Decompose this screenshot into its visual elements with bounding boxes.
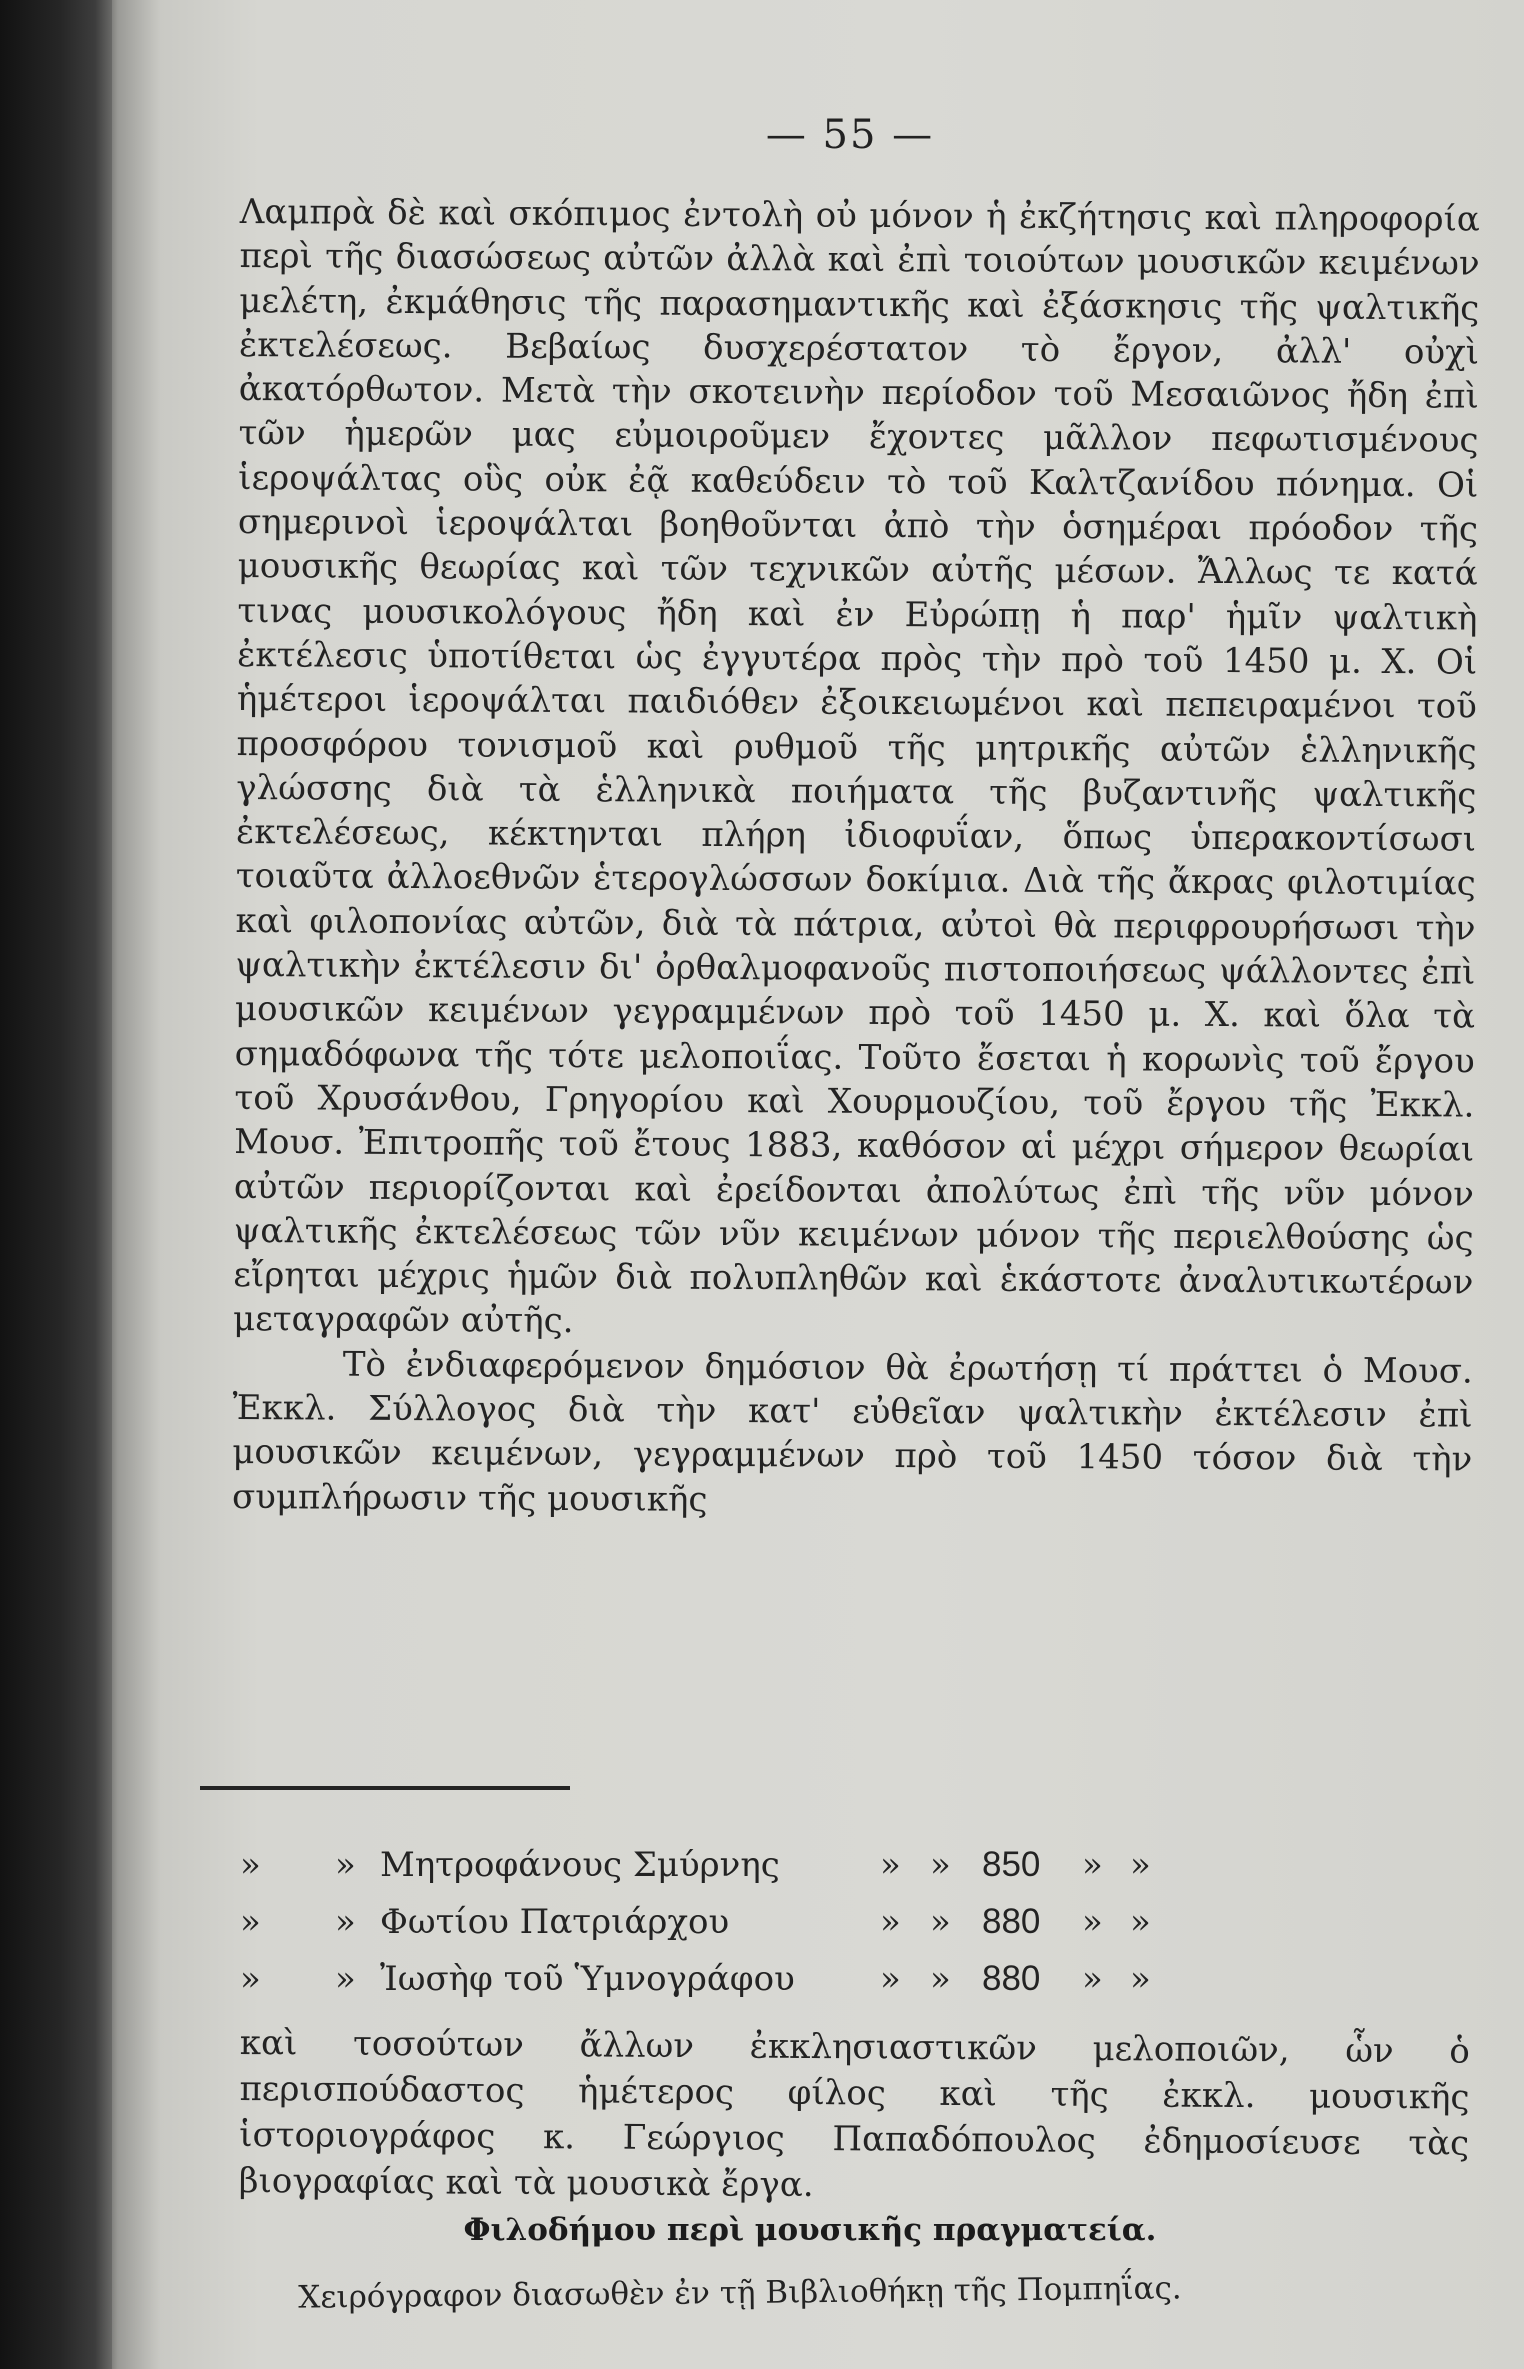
ditto-mark: »: [880, 1902, 901, 1942]
footnote-paragraph: καὶ τοσούτων ἄλλων ἐκκλησιαστικῶν μελοποιῶν, ὧν ὁ περισπούδαστος ἡμέτερος φίλος καὶ τῆς ἐκκλ. μουσικῆς ἱστοριογράφος κ. Γεώργιος Παπαδόπουλος ἐδημοσίευσε τὰς βιογραφίας καὶ τὰ μουσικὰ ἔργα.: [238, 2022, 1470, 2206]
ditto-mark: »: [240, 1845, 261, 1885]
footnote-row: [240, 1902, 1440, 1959]
ditto-mark: »: [1130, 1845, 1151, 1885]
year-value: 880: [982, 1959, 1041, 1998]
section-subheading: Χειρόγραφον διασωθὲν ἐν τῇ Βιβλιοθήκῃ τῆς Πομπηΐας.: [298, 2270, 1182, 2316]
ditto-mark: »: [880, 1845, 901, 1885]
ditto-mark: »: [1082, 1959, 1103, 1999]
ditto-mark: »: [240, 1959, 261, 1999]
ditto-mark: »: [1130, 1959, 1151, 1999]
ditto-mark: »: [240, 1902, 261, 1942]
paragraph-1: Λαμπρὰ δὲ καὶ σκόπιμος ἐντολὴ οὐ μόνον ἡ ἐκζήτησις καὶ πληροφορία περὶ τῆς διασώσεως αὐτῶν ἀλλὰ καὶ ἐπὶ τοιούτων μουσικῶν κειμένων μελέτη, ἐκμάθησις τῆς παρασημαντικῆς καὶ ἐξάσκησις τῆς ψαλτικῆς ἐκτελέσεως. Βεβαίως δυσχερέστατον τὸ ἔργον, ἀλλ' οὐχὶ ἀκατόρθωτον. Μετὰ τὴν σκοτεινὴν περίοδον τοῦ Μεσαιῶνος ἤδη ἐπὶ τῶν ἡμερῶν μας εὐμοιροῦμεν ἔχοντες μᾶλλον πεφωτισμένους ἱεροψάλτας οὓς οὐκ ἐᾷ καθεύδειν τὸ τοῦ Καλτζανίδου πόνημα. Οἱ σημερινοὶ ἱεροψάλται βοηθοῦνται ἀπὸ τὴν ὁσημέραι πρόοδον τῆς μουσικῆς θεωρίας καὶ τῶν τεχνικῶν αὐτῆς μέσων. Ἄλλως τε κατά τινας μουσικολόγους ἤδη καὶ ἐν Εὐρώπῃ ἡ παρ' ἡμῖν ψαλτικὴ ἐκτέλεσις ὑποτίθεται ὡς ἐγγυτέρα πρὸς τὴν πρὸ τοῦ 1450 μ. Χ. Οἱ ἡμέτεροι ἱεροψάλται παιδιόθεν ἐξοικειωμένοι καὶ πεπειραμένοι τοῦ προσφόρου τονισμοῦ καὶ ρυθμοῦ τῆς μητρικῆς αὐτῶν ἑλληνικῆς γλώσσης διὰ τὰ ἑλληνικὰ ποιήματα τῆς βυζαντινῆς ψαλτικῆς ἐκτελέσεως, κέκτηνται πλήρη ἰδιοφυΐαν, ὅπως ὑπερακοντίσωσι τοιαῦτα ἀλλοεθνῶν ἑτερογλώσσων δοκίμια. Διὰ τῆς ἄκρας φιλοτιμίας καὶ φιλοπονίας αὐτῶν, διὰ τὰ πάτρια, αὐτοὶ θὰ περιφρουρήσωσι τὴν ψαλτικὴν ἐκτέλεσιν δι' ὀρθαλμοφανοῦς πιστοποιήσεως ψάλλοντες ἐπὶ μουσικῶν κειμένων γεγραμμένων πρὸ τοῦ 1450 μ. Χ. καὶ ὅλα τὰ σημαδόφωνα τῆς τότε μελοποιΐας. Τοῦτο ἔσεται ἡ κορωνὶς τοῦ ἔργου τοῦ Χρυσάνθου, Γρηγορίου καὶ Χουρμουζίου, τοῦ ἔργου τῆς Ἐκκλ. Μουσ. Ἐπιτροπῆς τοῦ ἔτους 1883, καθόσον αἱ μέχρι σήμερον θεωρίαι αὐτῶν περιορίζονται καὶ ἐρείδονται ἀπολύτως ἐπὶ τῆς νῦν μόνον ψαλτικῆς ἐκτελέσεως τῶν νῦν κειμένων μόνον τῆς περιελθούσης ὡς εἴρηται μέχρις ἡμῶν διὰ πολυπληθῶν καὶ ἑκάστοτε ἀναλυτικωτέρων μεταγραφῶν αὐτῆς.: [232, 191, 1480, 1342]
page-number: — 55 —: [765, 112, 935, 158]
ditto-mark: »: [335, 1959, 356, 1999]
ditto-mark: »: [335, 1845, 356, 1885]
composer-name: Μητροφάνους Σμύρνης: [380, 1845, 780, 1885]
year-value: 880: [982, 1902, 1041, 1941]
footnote-row: [240, 1959, 1440, 2016]
ditto-mark: »: [1082, 1902, 1103, 1942]
composer-name: Φωτίου Πατριάρχου: [380, 1902, 730, 1942]
year-value: 850: [982, 1845, 1041, 1884]
composer-name: Ἰωσὴφ τοῦ Ὑμνογράφου: [380, 1959, 795, 1999]
footnote-list: [240, 1845, 1440, 2016]
ditto-mark: »: [880, 1959, 901, 1999]
footnote-row: [240, 1845, 1440, 1902]
footnote-separator: [200, 1786, 570, 1790]
book-page: [140, 0, 1524, 2369]
book-binding-shadow: [0, 0, 112, 2369]
ditto-mark: »: [930, 1845, 951, 1885]
ditto-mark: »: [930, 1959, 951, 1999]
main-text: [232, 190, 1480, 1526]
ditto-mark: »: [1130, 1902, 1151, 1942]
ditto-mark: »: [1082, 1845, 1103, 1885]
footnote-text: [239, 2020, 1470, 2213]
ditto-mark: »: [930, 1902, 951, 1942]
paragraph-2: Τὸ ἐνδιαφερόμενον δημόσιον θὰ ἐρωτήσῃ τί πράττει ὁ Μουσ. Ἐκκλ. Σύλλογος διὰ τὴν κατ' εὐθεῖαν ψαλτικὴν ἐκτέλεσιν ἐπὶ μουσικῶν κειμένων, γεγραμμένων πρὸ τοῦ 1450 τόσον διὰ τὴν συμπλήρωσιν τῆς μουσικῆς: [231, 1344, 1473, 1520]
section-heading: Φιλοδήμου περὶ μουσικῆς πραγματεία.: [463, 2212, 1157, 2248]
ditto-mark: »: [335, 1902, 356, 1942]
